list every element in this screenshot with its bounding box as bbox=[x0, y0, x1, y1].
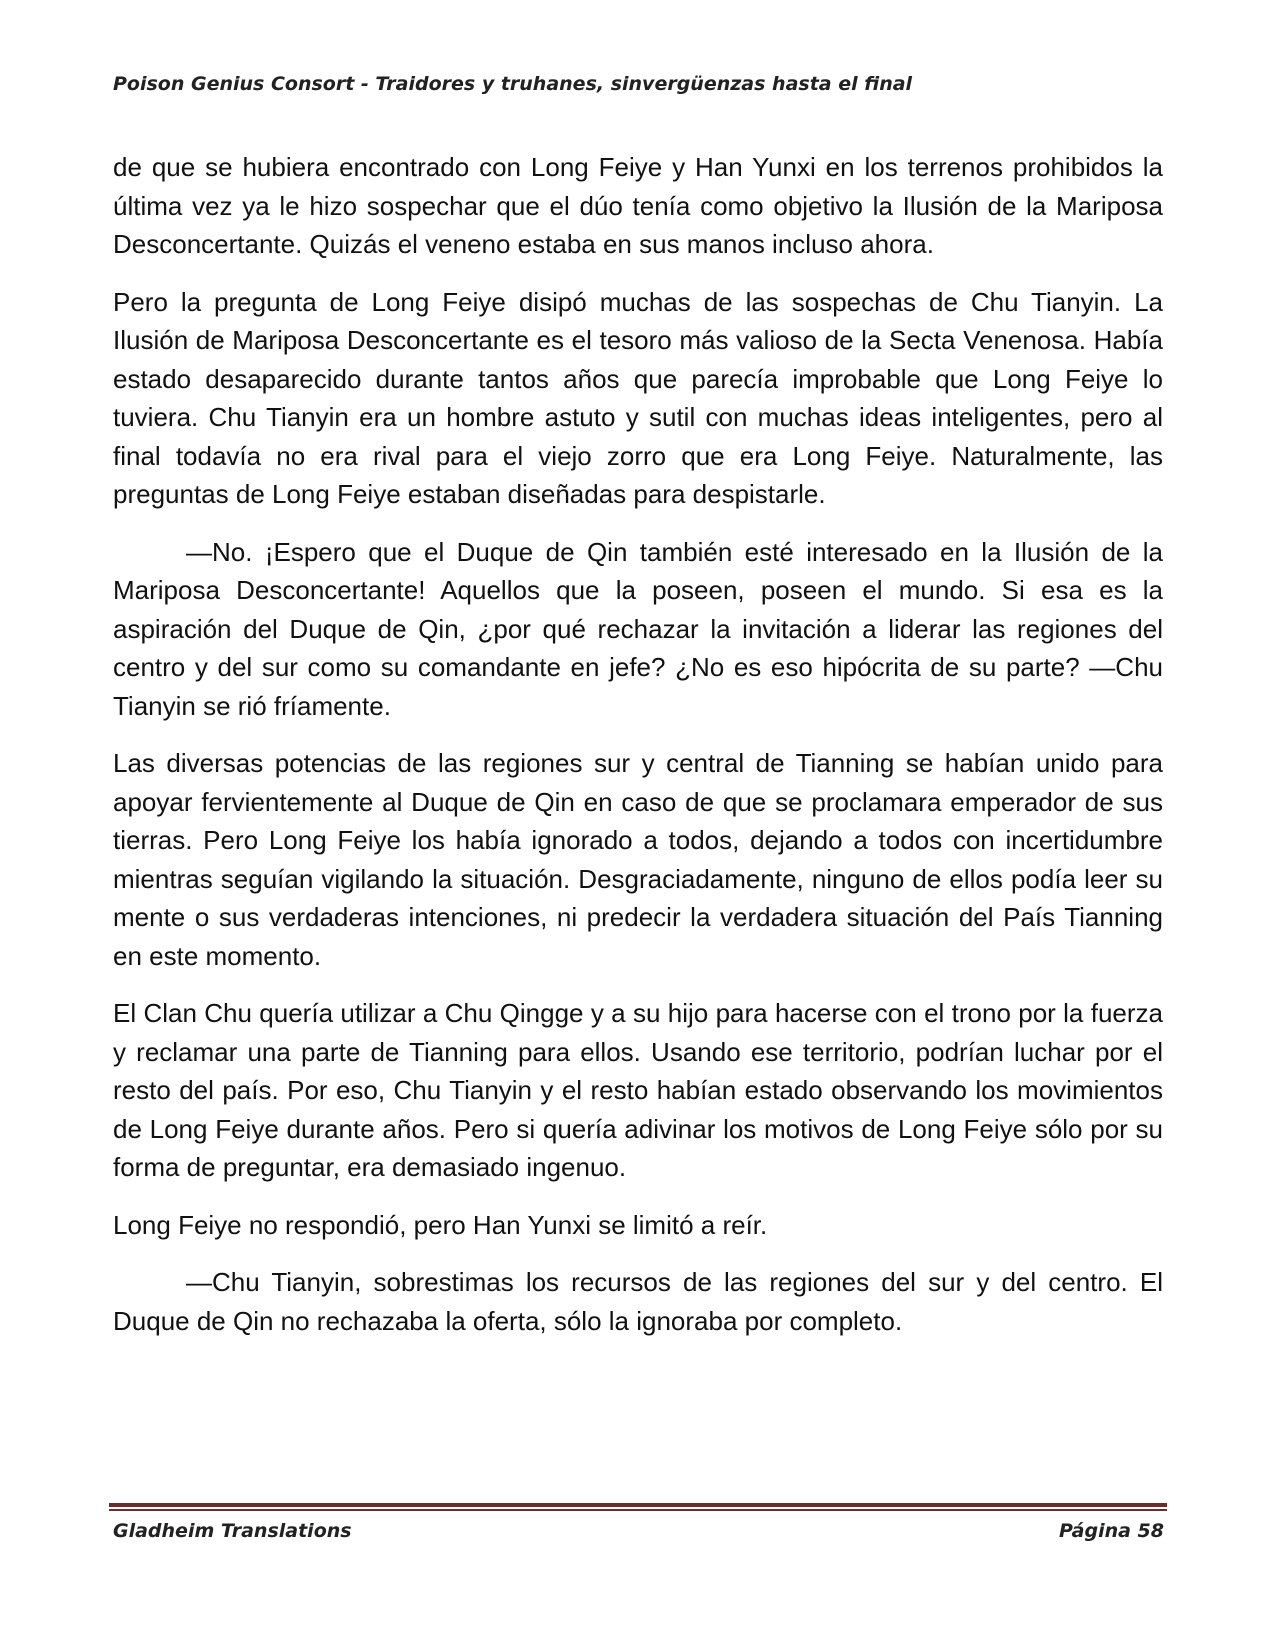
footer-rule-thin bbox=[109, 1509, 1167, 1511]
paragraph: Pero la pregunta de Long Feiye disipó muchas de las sospechas de Chu Tianyin. La Ilusión de Mariposa Desconcertante es el tesoro más valioso de la Secta Venenosa. Había estado desaparecido durante tantos años que parecía improbable que Long Feiye lo tuviera. Chu Tianyin era un hombre astuto y sutil con muchas ideas inteligentes, pero al final todavía no era rival para el viejo zorro que era Long Feiye. Naturalmente, las preguntas de Long Feiye estaban diseñadas para despistarle. bbox=[113, 286, 1163, 509]
paragraph: Las diversas potencias de las regiones sur y central de Tianning se habían unido para apoyar fervientemente al Duque de Qin en caso de que se proclamara emperador de sus tierras. Pero Long Feiye los había ignorado a todos, dejando a todos con incertidumbre mientras seguían vigilando la situación. Desgraciadamente, ninguno de ellos podía leer su mente o sus verdaderas intenciones, ni predecir la verdadera situación del País Tianning en este momento. bbox=[113, 748, 1163, 971]
footer-rule bbox=[109, 1503, 1167, 1511]
page-header: Poison Genius Consort - Traidores y truhanes, sinvergüenzas hasta el final bbox=[113, 73, 913, 95]
footer-publisher: Gladheim Translations bbox=[113, 1520, 352, 1542]
footer-page-number: Página 58 bbox=[1058, 1520, 1164, 1542]
paragraph: Long Feiye no respondió, pero Han Yunxi se limitó a reír. bbox=[113, 1209, 768, 1240]
paragraph: —Chu Tianyin, sobrestimas los recursos de las regiones del sur y del centro. El Duque de Qin no rechazaba la oferta, sólo la ignoraba por completo. bbox=[113, 1267, 1163, 1336]
footer-rule-thick bbox=[109, 1503, 1167, 1507]
paragraph: —No. ¡Espero que el Duque de Qin también esté interesado en la Ilusión de la Mariposa Desconcertante! Aquellos que la poseen, poseen el mundo. Si esa es la aspiración del Duque de Qin, ¿por qué rechazar la invitación a liderar las regiones del centro y del sur como su comandante en jefe? ¿No es eso hipócrita de su parte? —Chu Tianyin se rió fríamente. bbox=[113, 536, 1163, 721]
paragraph: de que se hubiera encontrado con Long Feiye y Han Yunxi en los terrenos prohibidos la última vez ya le hizo sospechar que el dúo tenía como objetivo la Ilusión de la Mariposa Desconcertante. Quizás el veneno estaba en sus manos incluso ahora. bbox=[113, 152, 1163, 259]
page-body bbox=[113, 148, 1163, 1359]
paragraph: El Clan Chu quería utilizar a Chu Qingge y a su hijo para hacerse con el trono por la fuerza y reclamar una parte de Tianning para ellos. Usando ese territorio, podrían luchar por el resto del país. Por eso, Chu Tianyin y el resto habían estado observando los movimientos de Long Feiye durante años. Pero si quería adivinar los motivos de Long Feiye sólo por su forma de preguntar, era demasiado ingenuo. bbox=[113, 998, 1163, 1182]
